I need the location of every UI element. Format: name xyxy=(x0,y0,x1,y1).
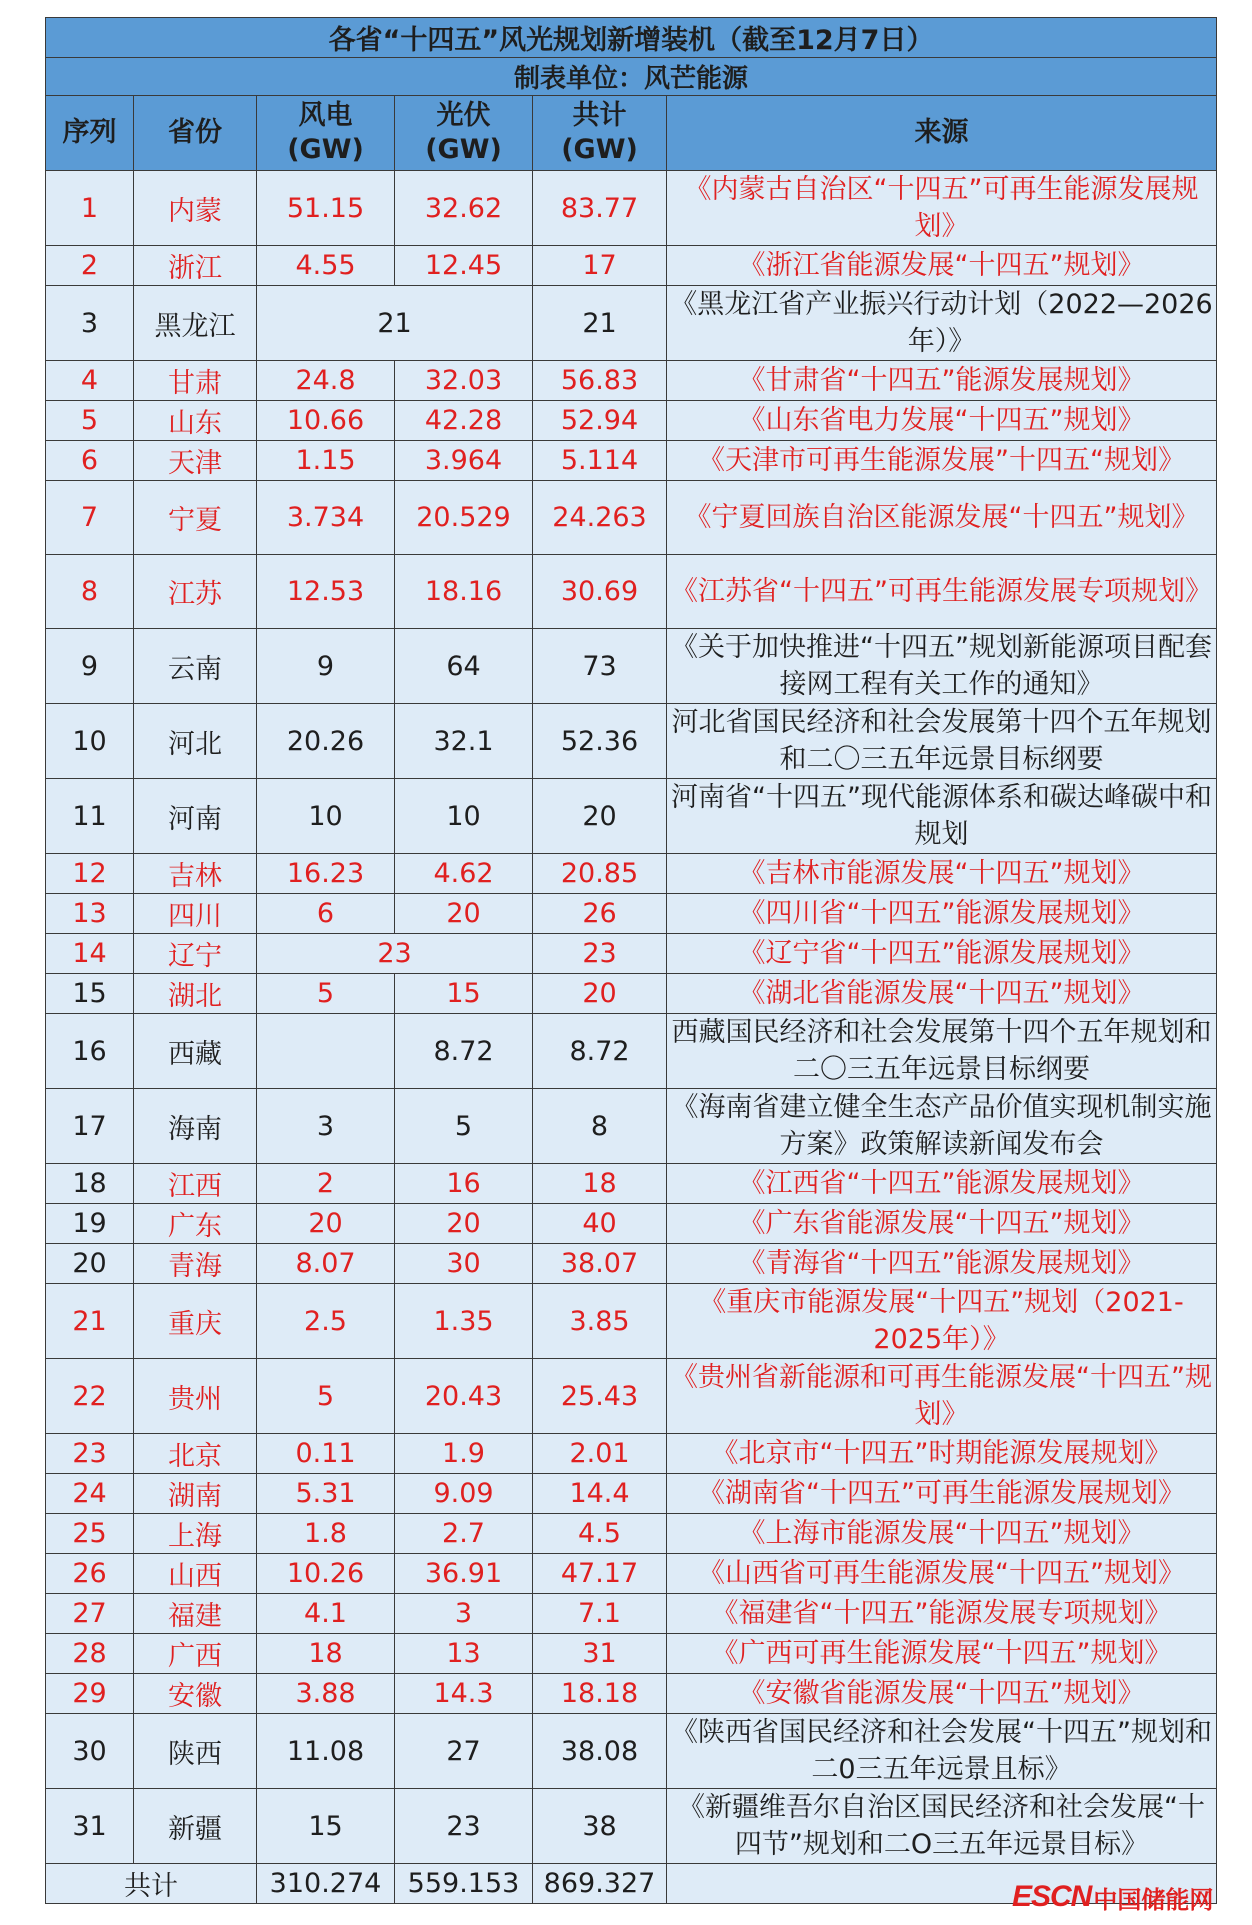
seq-cell: 3 xyxy=(46,286,134,361)
province-cell: 河北 xyxy=(134,704,257,779)
wind-cell: 3 xyxy=(257,1089,395,1164)
table-row xyxy=(46,854,1217,894)
totals-total: 869.327 xyxy=(533,1864,667,1904)
wind-cell: 3.88 xyxy=(257,1674,395,1714)
total-cell: 73 xyxy=(533,629,667,704)
source-cell: 《辽宁省“十四五”能源发展规划》 xyxy=(667,934,1217,974)
province-cell: 海南 xyxy=(134,1089,257,1164)
total-cell: 56.83 xyxy=(533,361,667,401)
solar-cell: 9.09 xyxy=(395,1474,533,1514)
totals-wind: 310.274 xyxy=(257,1864,395,1904)
province-cell: 福建 xyxy=(134,1594,257,1634)
seq-cell: 31 xyxy=(46,1789,134,1864)
solar-cell: 20.529 xyxy=(395,481,533,555)
total-cell: 17 xyxy=(533,246,667,286)
table-row xyxy=(46,1089,1217,1164)
seq-cell: 9 xyxy=(46,629,134,704)
totals-solar: 559.153 xyxy=(395,1864,533,1904)
table-unit: 制表单位：风芒能源 xyxy=(46,58,1217,96)
table-row xyxy=(46,555,1217,629)
total-cell: 38 xyxy=(533,1789,667,1864)
province-cell: 北京 xyxy=(134,1434,257,1474)
solar-cell: 27 xyxy=(395,1714,533,1789)
header-wind: 风电 (GW) xyxy=(257,96,395,171)
table-row xyxy=(46,704,1217,779)
source-cell: 《宁夏回族自治区能源发展“十四五”规划》 xyxy=(667,481,1217,555)
total-cell: 18.18 xyxy=(533,1674,667,1714)
province-cell: 山东 xyxy=(134,401,257,441)
solar-cell: 18.16 xyxy=(395,555,533,629)
seq-cell: 25 xyxy=(46,1514,134,1554)
wind-cell: 8.07 xyxy=(257,1244,395,1284)
total-cell: 47.17 xyxy=(533,1554,667,1594)
seq-cell: 14 xyxy=(46,934,134,974)
wind-cell: 10.26 xyxy=(257,1554,395,1594)
source-cell: 《上海市能源发展“十四五”规划》 xyxy=(667,1514,1217,1554)
wind-cell: 18 xyxy=(257,1634,395,1674)
solar-cell: 5 xyxy=(395,1089,533,1164)
wind-cell: 11.08 xyxy=(257,1714,395,1789)
province-cell: 青海 xyxy=(134,1244,257,1284)
seq-cell: 2 xyxy=(46,246,134,286)
table-row xyxy=(46,401,1217,441)
total-cell: 52.94 xyxy=(533,401,667,441)
province-cell: 辽宁 xyxy=(134,934,257,974)
source-cell: 《湖北省能源发展“十四五”规划》 xyxy=(667,974,1217,1014)
seq-cell: 27 xyxy=(46,1594,134,1634)
wind-cell: 10.66 xyxy=(257,401,395,441)
province-cell: 江苏 xyxy=(134,555,257,629)
seq-cell: 4 xyxy=(46,361,134,401)
total-cell: 3.85 xyxy=(533,1284,667,1359)
solar-cell: 32.62 xyxy=(395,171,533,246)
seq-cell: 24 xyxy=(46,1474,134,1514)
source-cell: 《陕西省国民经济和社会发展“十四五”规划和二0三五年远景且标》 xyxy=(667,1714,1217,1789)
table-row xyxy=(46,1164,1217,1204)
wind-cell: 10 xyxy=(257,779,395,854)
table-row xyxy=(46,1014,1217,1089)
source-cell: 河南省“十四五”现代能源体系和碳达峰碳中和规划 xyxy=(667,779,1217,854)
header-seq: 序列 xyxy=(46,96,134,171)
header-province: 省份 xyxy=(134,96,257,171)
total-cell: 26 xyxy=(533,894,667,934)
table-row xyxy=(46,1789,1217,1864)
table-row xyxy=(46,779,1217,854)
table-row xyxy=(46,1244,1217,1284)
source-cell: 《黑龙江省产业振兴行动计划（2022—2026年）》 xyxy=(667,286,1217,361)
province-cell: 天津 xyxy=(134,441,257,481)
wind-cell: 20.26 xyxy=(257,704,395,779)
total-cell: 38.08 xyxy=(533,1714,667,1789)
total-cell: 25.43 xyxy=(533,1359,667,1434)
source-cell: 河北省国民经济和社会发展第十四个五年规划和二〇三五年远景目标纲要 xyxy=(667,704,1217,779)
total-cell: 52.36 xyxy=(533,704,667,779)
solar-cell: 20 xyxy=(395,1204,533,1244)
solar-cell: 16 xyxy=(395,1164,533,1204)
solar-cell: 10 xyxy=(395,779,533,854)
solar-cell: 15 xyxy=(395,974,533,1014)
seq-cell: 6 xyxy=(46,441,134,481)
source-cell: 《新疆维吾尔自治区国民经济和社会发展“十四节”规划和二O三五年远景目标》 xyxy=(667,1789,1217,1864)
province-cell: 四川 xyxy=(134,894,257,934)
table-row xyxy=(46,1204,1217,1244)
solar-cell: 1.35 xyxy=(395,1284,533,1359)
province-cell: 广东 xyxy=(134,1204,257,1244)
total-cell: 4.5 xyxy=(533,1514,667,1554)
total-cell: 31 xyxy=(533,1634,667,1674)
province-cell: 吉林 xyxy=(134,854,257,894)
seq-cell: 30 xyxy=(46,1714,134,1789)
seq-cell: 29 xyxy=(46,1674,134,1714)
source-cell: 《山西省可再生能源发展“十四五”规划》 xyxy=(667,1554,1217,1594)
table-row xyxy=(46,1674,1217,1714)
solar-cell: 2.7 xyxy=(395,1514,533,1554)
table-row xyxy=(46,1634,1217,1674)
wind-cell: 1.8 xyxy=(257,1514,395,1554)
source-cell: 《天津市可再生能源发展”十四五“规划》 xyxy=(667,441,1217,481)
solar-cell: 20.43 xyxy=(395,1359,533,1434)
total-cell: 8 xyxy=(533,1089,667,1164)
solar-cell: 23 xyxy=(395,1789,533,1864)
province-cell: 新疆 xyxy=(134,1789,257,1864)
province-cell: 江西 xyxy=(134,1164,257,1204)
wind-cell: 6 xyxy=(257,894,395,934)
total-cell: 20.85 xyxy=(533,854,667,894)
table-row xyxy=(46,934,1217,974)
source-cell: 《山东省电力发展“十四五”规划》 xyxy=(667,401,1217,441)
total-cell: 5.114 xyxy=(533,441,667,481)
solar-cell: 1.9 xyxy=(395,1434,533,1474)
province-cell: 安徽 xyxy=(134,1674,257,1714)
province-cell: 湖北 xyxy=(134,974,257,1014)
seq-cell: 22 xyxy=(46,1359,134,1434)
seq-cell: 23 xyxy=(46,1434,134,1474)
table-row xyxy=(46,1554,1217,1594)
wind-cell: 51.15 xyxy=(257,171,395,246)
header-solar: 光伏 (GW) xyxy=(395,96,533,171)
province-cell: 甘肃 xyxy=(134,361,257,401)
table-row xyxy=(46,1434,1217,1474)
combined-capacity-cell: 21 xyxy=(257,286,533,361)
source-cell: 《内蒙古自治区“十四五”可再生能源发展规划》 xyxy=(667,171,1217,246)
total-cell: 38.07 xyxy=(533,1244,667,1284)
province-cell: 上海 xyxy=(134,1514,257,1554)
wind-cell: 9 xyxy=(257,629,395,704)
total-cell: 20 xyxy=(533,974,667,1014)
table-row xyxy=(46,1284,1217,1359)
province-cell: 重庆 xyxy=(134,1284,257,1359)
seq-cell: 19 xyxy=(46,1204,134,1244)
solar-cell: 64 xyxy=(395,629,533,704)
table-row xyxy=(46,1359,1217,1434)
solar-cell: 4.62 xyxy=(395,854,533,894)
solar-cell: 32.1 xyxy=(395,704,533,779)
combined-capacity-cell: 23 xyxy=(257,934,533,974)
header-source: 来源 xyxy=(667,96,1217,171)
total-cell: 30.69 xyxy=(533,555,667,629)
wind-cell: 3.734 xyxy=(257,481,395,555)
wind-cell xyxy=(257,1014,395,1089)
source-cell: 《广西可再生能源发展“十四五”规划》 xyxy=(667,1634,1217,1674)
wind-cell: 1.15 xyxy=(257,441,395,481)
table-row xyxy=(46,286,1217,361)
seq-cell: 20 xyxy=(46,1244,134,1284)
table-row xyxy=(46,1714,1217,1789)
seq-cell: 16 xyxy=(46,1014,134,1089)
wind-cell: 16.23 xyxy=(257,854,395,894)
province-cell: 广西 xyxy=(134,1634,257,1674)
source-cell: 《海南省建立健全生态产品价值实现机制实施方案》政策解读新闻发布会 xyxy=(667,1089,1217,1164)
solar-cell: 30 xyxy=(395,1244,533,1284)
header-total: 共计 (GW) xyxy=(533,96,667,171)
province-cell: 浙江 xyxy=(134,246,257,286)
solar-cell: 32.03 xyxy=(395,361,533,401)
total-cell: 83.77 xyxy=(533,171,667,246)
province-cell: 河南 xyxy=(134,779,257,854)
escn-watermark-logo xyxy=(1012,1877,1213,1917)
total-cell: 23 xyxy=(533,934,667,974)
solar-cell: 3.964 xyxy=(395,441,533,481)
table-row xyxy=(46,171,1217,246)
wind-cell: 5 xyxy=(257,974,395,1014)
table-title: 各省“十四五”风光规划新增装机（截至12月7日） xyxy=(46,18,1217,58)
table-row xyxy=(46,361,1217,401)
seq-cell: 11 xyxy=(46,779,134,854)
table-row xyxy=(46,246,1217,286)
total-cell: 18 xyxy=(533,1164,667,1204)
totals-label: 共计 xyxy=(46,1864,257,1904)
wind-cell: 4.1 xyxy=(257,1594,395,1634)
seq-cell: 15 xyxy=(46,974,134,1014)
seq-cell: 10 xyxy=(46,704,134,779)
total-cell: 7.1 xyxy=(533,1594,667,1634)
solar-cell: 3 xyxy=(395,1594,533,1634)
source-cell: 《关于加快推进“十四五”规划新能源项目配套接网工程有关工作的通知》 xyxy=(667,629,1217,704)
province-cell: 湖南 xyxy=(134,1474,257,1514)
province-cell: 黑龙江 xyxy=(134,286,257,361)
total-cell: 20 xyxy=(533,779,667,854)
province-cell: 山西 xyxy=(134,1554,257,1594)
seq-cell: 1 xyxy=(46,171,134,246)
wind-cell: 4.55 xyxy=(257,246,395,286)
watermark-latin: ESCN xyxy=(1012,1880,1092,1913)
table-row xyxy=(46,894,1217,934)
source-cell: 《安徽省能源发展“十四五”规划》 xyxy=(667,1674,1217,1714)
source-cell: 《四川省“十四五”能源发展规划》 xyxy=(667,894,1217,934)
province-cell: 陕西 xyxy=(134,1714,257,1789)
table-row xyxy=(46,1474,1217,1514)
total-cell: 40 xyxy=(533,1204,667,1244)
total-cell: 14.4 xyxy=(533,1474,667,1514)
seq-cell: 8 xyxy=(46,555,134,629)
wind-cell: 20 xyxy=(257,1204,395,1244)
total-cell: 24.263 xyxy=(533,481,667,555)
table-row xyxy=(46,1594,1217,1634)
seq-cell: 18 xyxy=(46,1164,134,1204)
seq-cell: 7 xyxy=(46,481,134,555)
province-cell: 云南 xyxy=(134,629,257,704)
seq-cell: 12 xyxy=(46,854,134,894)
seq-cell: 28 xyxy=(46,1634,134,1674)
table-row xyxy=(46,974,1217,1014)
solar-cell: 42.28 xyxy=(395,401,533,441)
province-cell: 贵州 xyxy=(134,1359,257,1434)
solar-cell: 36.91 xyxy=(395,1554,533,1594)
wind-cell: 2.5 xyxy=(257,1284,395,1359)
solar-cell: 14.3 xyxy=(395,1674,533,1714)
wind-cell: 5 xyxy=(257,1359,395,1434)
solar-cell: 20 xyxy=(395,894,533,934)
wind-cell: 2 xyxy=(257,1164,395,1204)
province-cell: 西藏 xyxy=(134,1014,257,1089)
source-cell: 《北京市“十四五”时期能源发展规划》 xyxy=(667,1434,1217,1474)
wind-cell: 12.53 xyxy=(257,555,395,629)
total-cell: 8.72 xyxy=(533,1014,667,1089)
source-cell: 《贵州省新能源和可再生能源发展“十四五”规划》 xyxy=(667,1359,1217,1434)
capacity-table xyxy=(45,17,1217,1904)
seq-cell: 26 xyxy=(46,1554,134,1594)
province-cell: 宁夏 xyxy=(134,481,257,555)
table-row xyxy=(46,629,1217,704)
source-cell: 《重庆市能源发展“十四五”规划（2021-2025年）》 xyxy=(667,1284,1217,1359)
wind-cell: 0.11 xyxy=(257,1434,395,1474)
seq-cell: 17 xyxy=(46,1089,134,1164)
seq-cell: 5 xyxy=(46,401,134,441)
table-row xyxy=(46,441,1217,481)
table-row xyxy=(46,1514,1217,1554)
source-cell: 《福建省“十四五”能源发展专项规划》 xyxy=(667,1594,1217,1634)
seq-cell: 21 xyxy=(46,1284,134,1359)
source-cell: 《青海省“十四五”能源发展规划》 xyxy=(667,1244,1217,1284)
solar-cell: 12.45 xyxy=(395,246,533,286)
source-cell: 《甘肃省“十四五”能源发展规划》 xyxy=(667,361,1217,401)
source-cell: 《吉林市能源发展“十四五”规划》 xyxy=(667,854,1217,894)
source-cell: 《浙江省能源发展“十四五”规划》 xyxy=(667,246,1217,286)
source-cell: 西藏国民经济和社会发展第十四个五年规划和二〇三五年远景目标纲要 xyxy=(667,1014,1217,1089)
source-cell: 《江苏省“十四五”可再生能源发展专项规划》 xyxy=(667,555,1217,629)
seq-cell: 13 xyxy=(46,894,134,934)
wind-cell: 5.31 xyxy=(257,1474,395,1514)
source-cell: 《江西省“十四五”能源发展规划》 xyxy=(667,1164,1217,1204)
total-cell: 2.01 xyxy=(533,1434,667,1474)
table-row xyxy=(46,481,1217,555)
wind-cell: 24.8 xyxy=(257,361,395,401)
source-cell: 《广东省能源发展“十四五”规划》 xyxy=(667,1204,1217,1244)
province-cell: 内蒙 xyxy=(134,171,257,246)
solar-cell: 13 xyxy=(395,1634,533,1674)
wind-cell: 15 xyxy=(257,1789,395,1864)
source-cell: 《湖南省“十四五”可再生能源发展规划》 xyxy=(667,1474,1217,1514)
total-cell: 21 xyxy=(533,286,667,361)
watermark-cn: 中国储能网 xyxy=(1093,1886,1214,1914)
solar-cell: 8.72 xyxy=(395,1014,533,1089)
